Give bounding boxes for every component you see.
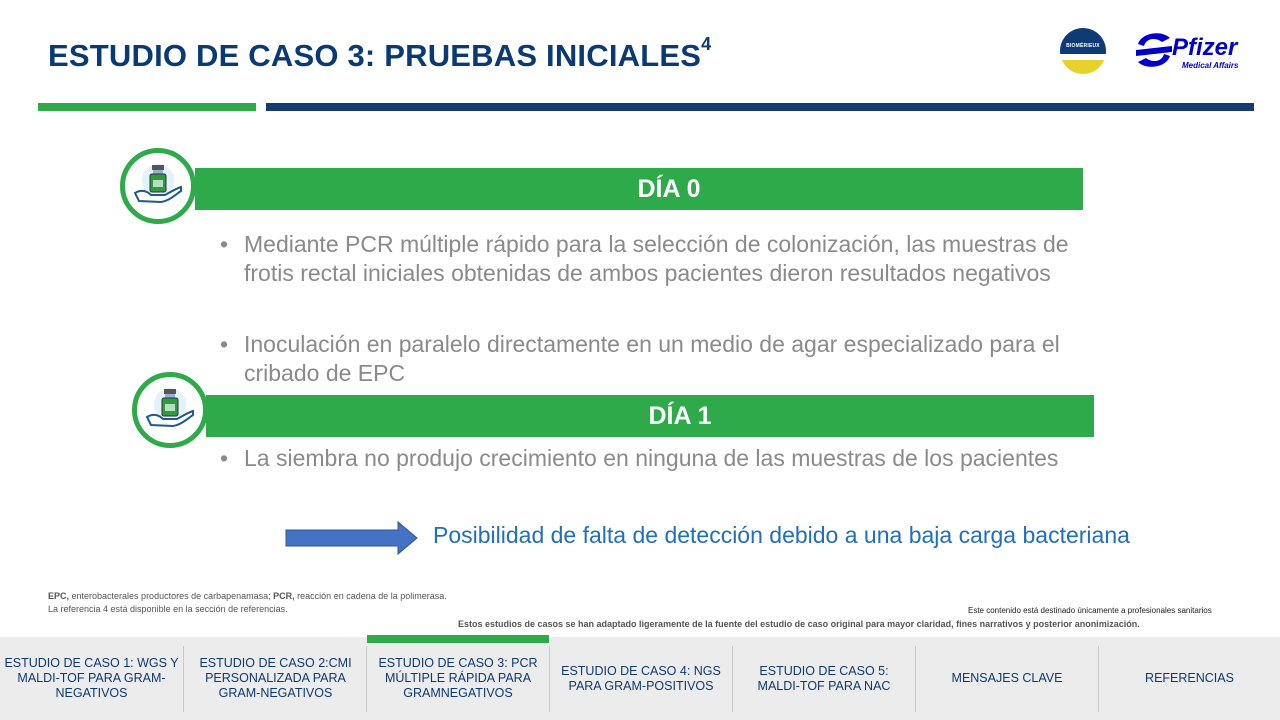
reference-note: La referencia 4 está disponible en la sección de referencias. <box>48 604 288 614</box>
audience-note: Este contenido está destinado únicamente a profesionales sanitarios <box>968 606 1212 615</box>
pfizer-logo <box>1132 28 1257 76</box>
biomerieux-logo <box>1060 28 1106 74</box>
epc-definition: enterobacterales productores de carbapenamasa; <box>69 591 274 601</box>
nav-tab-case-1[interactable] <box>0 637 183 720</box>
adaptation-disclaimer: Estos estudios de casos se han adaptado ligeramente de la fuente del estudio de caso original para mayor claridad, fines narrativos y posterior anonimización. <box>458 619 1140 629</box>
pcr-definition: reacción en cadena de la polimerasa. <box>294 591 447 601</box>
nav-tab-label: ESTUDIO DE CASO 4: NGS PARA GRAM-POSITIVOS <box>561 663 721 693</box>
day0-bullet-1: • Mediante PCR múltiple rápido para la selección de colonización, las muestras de frotis rectal iniciales obtenidas de ambos pacientes dieron resultados negativos <box>220 231 1069 286</box>
day1-label: DÍA 1 <box>648 402 712 430</box>
nav-tab-label: MENSAJES CLAVE <box>951 671 1063 685</box>
right-arrow-icon <box>285 520 419 556</box>
day1-bullet-1: • La siembra no produjo crecimiento en ninguna de las muestras de los pacientes <box>220 445 1059 471</box>
pfizer-subtitle: Medical Affairs <box>1182 61 1239 70</box>
nav-tab-case-4[interactable] <box>550 637 732 720</box>
vial-in-hand-icon <box>120 148 196 224</box>
day0-label: DÍA 0 <box>637 175 701 203</box>
nav-tab-label: ESTUDIO DE CASO 1: WGS Y MALDI-TOF PARA GRAM-NEGATIVOS <box>4 656 179 700</box>
page-title <box>48 34 712 74</box>
nav-tab-case-2[interactable] <box>184 637 367 720</box>
abbreviations-footnote <box>48 590 447 616</box>
epc-abbr: EPC, <box>48 591 70 601</box>
nav-tab-label: ESTUDIO DE CASO 2:CMI PERSONALIZADA PARA GRAM-NEGATIVOS <box>199 656 352 700</box>
nav-tab-references[interactable] <box>1099 637 1280 720</box>
nav-tab-key-messages[interactable] <box>916 637 1098 720</box>
biomerieux-logo-text: BIOMÉRIEUX <box>1066 43 1100 49</box>
day0-bullet-2: • Inoculación en paralelo directamente en un medio de agar especializado para el cribado de EPC <box>220 331 1060 386</box>
pfizer-helix-icon <box>1132 28 1176 72</box>
title-text: ESTUDIO DE CASO 3: PRUEBAS INICIALES <box>48 38 702 73</box>
day1-banner <box>206 395 1094 437</box>
day0-bullet-1-text: Mediante PCR múltiple rápido para la selección de colonización, las muestras de frotis rectal iniciales obtenidas de ambos pacientes dieron resultados negativos <box>244 231 1069 286</box>
vial-in-hand-icon <box>132 372 208 448</box>
pfizer-wordmark: Pfizer <box>1172 34 1238 61</box>
nav-tab-label: REFERENCIAS <box>1145 671 1234 685</box>
header-rule-blue <box>266 103 1254 111</box>
day0-bullet-2-text: Inoculación en paralelo directamente en un medio de agar especializado para el cribado de EPC <box>244 331 1060 386</box>
nav-tab-case-3[interactable] <box>367 637 549 720</box>
title-reference-superscript: 4 <box>701 34 712 54</box>
conclusion-text: Posibilidad de falta de detección debido a una baja carga bacteriana <box>433 522 1130 548</box>
nav-tab-case-5[interactable] <box>733 637 915 720</box>
nav-tab-label: ESTUDIO DE CASO 5: MALDI-TOF PARA NAC <box>757 663 891 693</box>
day1-bullet-1-text: La siembra no produjo crecimiento en ninguna de las muestras de los pacientes <box>244 445 1059 471</box>
pcr-abbr: PCR, <box>273 591 295 601</box>
header-rule-green <box>38 103 256 111</box>
case-study-nav <box>0 637 1280 720</box>
day0-banner <box>195 168 1083 210</box>
nav-tab-label: ESTUDIO DE CASO 3: PCR MÚLTIPLE RÁPIDA PARA GRAMNEGATIVOS <box>378 656 538 700</box>
